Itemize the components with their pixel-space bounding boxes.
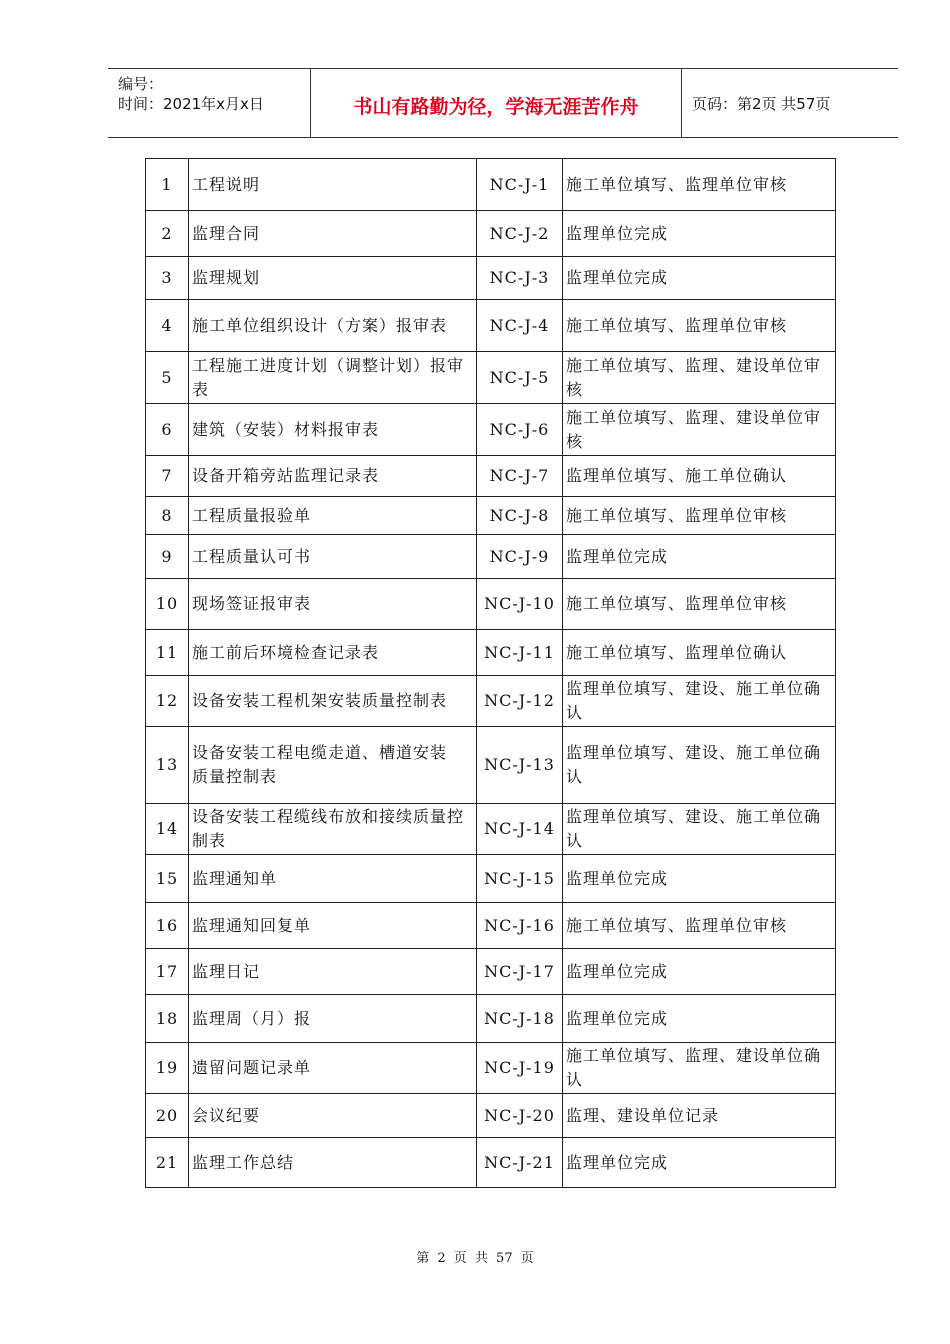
row-note: 施工单位填写、监理单位确认 (563, 630, 836, 676)
row-note: 监理单位填写、施工单位确认 (563, 456, 836, 497)
row-document-code: NC-J-16 (477, 903, 563, 949)
row-number: 4 (146, 300, 189, 352)
row-note: 施工单位填写、监理单位审核 (563, 159, 836, 211)
row-document-code: NC-J-3 (477, 257, 563, 300)
row-document-code: NC-J-12 (477, 676, 563, 727)
table-row (146, 456, 836, 497)
table-row (146, 1043, 836, 1094)
page-code: 页码：第2页 共57页 (692, 95, 831, 113)
row-note: 监理单位完成 (563, 1138, 836, 1188)
header-motto-cell (311, 69, 682, 137)
row-document-name: 施工单位组织设计（方案）报审表 (189, 300, 477, 352)
row-document-code: NC-J-13 (477, 727, 563, 804)
row-document-name: 监理周（月）报 (189, 995, 477, 1043)
row-note: 监理单位完成 (563, 257, 836, 300)
row-document-name: 工程质量认可书 (189, 535, 477, 579)
row-document-code: NC-J-6 (477, 404, 563, 456)
row-number: 3 (146, 257, 189, 300)
row-document-code: NC-J-15 (477, 855, 563, 903)
row-document-code: NC-J-17 (477, 949, 563, 995)
row-document-code: NC-J-14 (477, 804, 563, 855)
page-footer: 第 2 页 共 57 页 (416, 1251, 534, 1266)
row-document-code: NC-J-18 (477, 995, 563, 1043)
document-list-table (145, 158, 836, 1188)
page-header (108, 68, 898, 138)
row-number: 7 (146, 456, 189, 497)
table-row (146, 855, 836, 903)
table-row (146, 1138, 836, 1188)
row-note: 监理单位完成 (563, 535, 836, 579)
table-row (146, 630, 836, 676)
row-number: 20 (146, 1094, 189, 1138)
row-number: 12 (146, 676, 189, 727)
time-label: 时间：2021年x月x日 (118, 95, 264, 113)
table-row (146, 804, 836, 855)
row-number: 2 (146, 211, 189, 257)
table-row (146, 1094, 836, 1138)
row-note: 监理单位完成 (563, 855, 836, 903)
row-document-code: NC-J-11 (477, 630, 563, 676)
row-number: 19 (146, 1043, 189, 1094)
row-document-code: NC-J-5 (477, 352, 563, 404)
row-document-code: NC-J-9 (477, 535, 563, 579)
row-number: 16 (146, 903, 189, 949)
row-number: 11 (146, 630, 189, 676)
table-row (146, 995, 836, 1043)
motto-text: 书山有路勤为径，学海无涯苦作舟 (353, 96, 639, 118)
row-number: 5 (146, 352, 189, 404)
row-document-name: 遗留问题记录单 (189, 1043, 477, 1094)
row-document-code: NC-J-20 (477, 1094, 563, 1138)
row-document-code: NC-J-19 (477, 1043, 563, 1094)
row-number: 17 (146, 949, 189, 995)
row-note: 监理、建设单位记录 (563, 1094, 836, 1138)
row-document-name: 监理通知回复单 (189, 903, 477, 949)
table-row (146, 257, 836, 300)
row-number: 8 (146, 497, 189, 535)
table-row (146, 727, 836, 804)
row-number: 9 (146, 535, 189, 579)
row-number: 13 (146, 727, 189, 804)
table-row (146, 535, 836, 579)
table-row (146, 676, 836, 727)
row-note: 监理单位填写、建设、施工单位确认 (563, 727, 836, 804)
row-document-name: 监理日记 (189, 949, 477, 995)
row-note: 施工单位填写、监理单位审核 (563, 497, 836, 535)
table-row (146, 404, 836, 456)
row-number: 21 (146, 1138, 189, 1188)
row-document-name: 工程施工进度计划（调整计划）报审表 (189, 352, 477, 404)
row-document-name: 施工前后环境检查记录表 (189, 630, 477, 676)
row-number: 10 (146, 579, 189, 630)
row-number: 15 (146, 855, 189, 903)
header-info-cell (108, 69, 311, 137)
row-document-name: 监理规划 (189, 257, 477, 300)
row-document-code: NC-J-4 (477, 300, 563, 352)
row-number: 1 (146, 159, 189, 211)
row-number: 18 (146, 995, 189, 1043)
row-note: 施工单位填写、监理单位审核 (563, 300, 836, 352)
row-document-name: 监理通知单 (189, 855, 477, 903)
row-document-code: NC-J-7 (477, 456, 563, 497)
row-note: 监理单位完成 (563, 949, 836, 995)
header-page-cell (682, 69, 898, 137)
row-note: 监理单位填写、建设、施工单位确认 (563, 676, 836, 727)
row-document-name: 设备安装工程电缆走道、槽道安装 质量控制表 (189, 727, 477, 804)
row-document-code: NC-J-2 (477, 211, 563, 257)
table-body (146, 159, 836, 1188)
row-document-code: NC-J-21 (477, 1138, 563, 1188)
row-note: 监理单位完成 (563, 211, 836, 257)
row-document-code: NC-J-1 (477, 159, 563, 211)
row-note: 施工单位填写、监理、建设单位确认 (563, 1043, 836, 1094)
table-row (146, 949, 836, 995)
row-document-name: 现场签证报审表 (189, 579, 477, 630)
row-number: 6 (146, 404, 189, 456)
row-note: 施工单位填写、监理单位审核 (563, 579, 836, 630)
row-document-name: 工程质量报验单 (189, 497, 477, 535)
row-document-name: 工程说明 (189, 159, 477, 211)
row-note: 施工单位填写、监理、建设单位审核 (563, 404, 836, 456)
row-document-name: 设备安装工程机架安装质量控制表 (189, 676, 477, 727)
row-document-name: 监理合同 (189, 211, 477, 257)
row-document-name: 建筑（安装）材料报审表 (189, 404, 477, 456)
table-row (146, 211, 836, 257)
table-row (146, 903, 836, 949)
row-document-code: NC-J-8 (477, 497, 563, 535)
row-document-name: 设备开箱旁站监理记录表 (189, 456, 477, 497)
table-row (146, 579, 836, 630)
row-note: 监理单位填写、建设、施工单位确认 (563, 804, 836, 855)
table-row (146, 352, 836, 404)
row-note: 监理单位完成 (563, 995, 836, 1043)
row-document-name: 设备安装工程缆线布放和接续质量控制表 (189, 804, 477, 855)
row-note: 施工单位填写、监理单位审核 (563, 903, 836, 949)
row-note: 施工单位填写、监理、建设单位审核 (563, 352, 836, 404)
row-document-name: 监理工作总结 (189, 1138, 477, 1188)
row-document-name: 会议纪要 (189, 1094, 477, 1138)
table-row (146, 300, 836, 352)
row-number: 14 (146, 804, 189, 855)
table-row (146, 159, 836, 211)
row-document-code: NC-J-10 (477, 579, 563, 630)
serial-label: 编号： (118, 75, 164, 93)
table-row (146, 497, 836, 535)
